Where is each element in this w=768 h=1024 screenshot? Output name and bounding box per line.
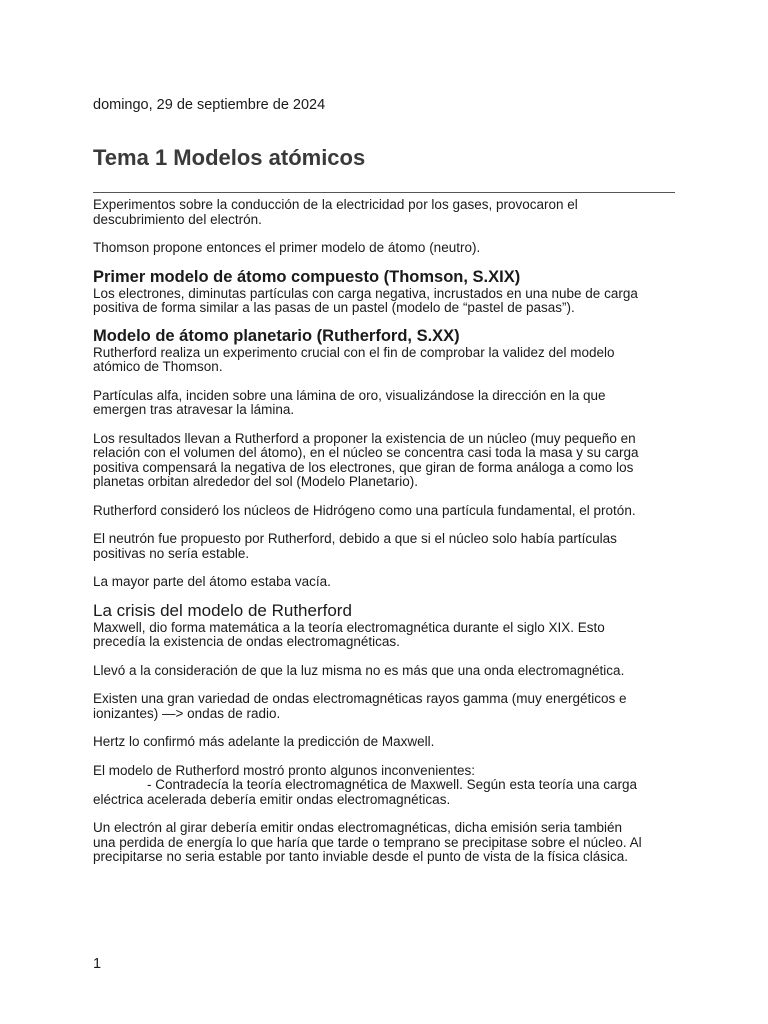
text-line: Los resultados llevan a Rutherford a proponer la existencia de un núcleo (muy pequeño en: [93, 430, 636, 446]
heading-rutherford-model: Modelo de átomo planetario (Rutherford, S.XX): [93, 326, 460, 345]
text-line: emergen tras atravesar la lámina.: [93, 402, 295, 417]
text-line-indented: - Contradecía la teoría electromagnética de Maxwell. Según esta teoría una carga: [147, 777, 638, 792]
paragraph-alpha-particles: [93, 389, 673, 418]
text-line: positivas no sería estable.: [93, 545, 250, 561]
text-line: atómico de Thomson.: [93, 359, 223, 374]
text-line: Existen una gran variedad de ondas electromagnéticas rayos gamma (muy energéticos e: [93, 691, 627, 706]
paragraph-thomson-description: [93, 287, 673, 316]
paragraph-electron-emission: [93, 821, 673, 865]
paragraph-wave-variety: [93, 692, 673, 721]
text-line: El modelo de Rutherford mostró pronto algunos inconvenientes:: [93, 762, 475, 778]
paragraph-proton: [93, 504, 673, 519]
document-body: [93, 198, 673, 865]
text-line: El neutrón fue propuesto por Rutherford, debido a que si el núcleo solo había partículas: [93, 531, 617, 546]
heading-thomson-model: Primer modelo de átomo compuesto (Thomson, S.XIX): [93, 267, 521, 286]
text-line: La mayor parte del átomo estaba vacía.: [93, 574, 331, 589]
text-line: Un electrón al girar debería emitir ondas electromagnéticas, dicha emisión seria también: [93, 820, 623, 835]
heading-rutherford-crisis: La crisis del modelo de Rutherford: [93, 600, 352, 620]
text-line: positiva de forma similar a las pasas de un pastel (modelo de “pastel de pasas”).: [93, 300, 575, 315]
paragraph-empty-atom: [93, 575, 673, 590]
paragraph-conduccion: [93, 198, 673, 227]
text-line: Rutherford realiza un experimento crucial con el fin de comprobar la validez del modelo: [93, 344, 615, 360]
text-line: Thomson propone entonces el primer modelo de átomo (neutro).: [93, 240, 481, 255]
text-line: relación con el volumen del átomo), en el núcleo se concentra casi toda la masa y su carga: [93, 445, 639, 460]
text-line: una perdida de energía lo que haría que tarde o temprano se precipitase sobre el núcleo. Al: [93, 834, 642, 850]
text-line: Los electrones, diminutas partículas con carga negativa, incrustados en una nube de carga: [93, 285, 638, 301]
text-line: Hertz lo confirmó más adelante la predicción de Maxwell.: [93, 734, 435, 749]
text-line: Llevó a la consideración de que la luz misma no es más que una onda electromagnética.: [93, 662, 625, 678]
paragraph-light-wave: [93, 664, 673, 679]
text-line: ionizantes) —> ondas de radio.: [93, 705, 281, 721]
paragraph-neutron: [93, 532, 673, 561]
text-line: descubrimiento del electrón.: [93, 211, 262, 227]
paragraph-hertz: [93, 735, 673, 750]
text-line: planetas orbitan alrededor del sol (Modelo Planetario).: [93, 474, 418, 489]
paragraph-nucleus: [93, 432, 673, 490]
paragraph-inconvenientes: [93, 764, 673, 808]
paragraph-maxwell: [93, 621, 673, 650]
text-line: precipitarse no seria estable por tanto inviable desde el punto de vista de la física clásica.: [93, 849, 629, 864]
paragraph-thomson-propone: [93, 241, 673, 256]
text-line: Partículas alfa, inciden sobre una lámina de oro, visualizándose la dirección en la que: [93, 387, 606, 403]
text-line: precedía la existencia de ondas electromagnéticas.: [93, 634, 400, 649]
text-line: Experimentos sobre la conducción de la electricidad por los gases, provocaron el: [93, 197, 578, 212]
text-line: Rutherford consideró los núcleos de Hidrógeno como una partícula fundamental, el protón.: [93, 502, 636, 518]
paragraph-rutherford-experiment: [93, 346, 673, 375]
page-title: Tema 1 Modelos atómicos: [93, 145, 366, 170]
text-line: eléctrica acelerada debería emitir ondas electromagnéticas.: [93, 791, 451, 807]
title-divider: [93, 192, 675, 193]
text-line: Maxwell, dio forma matemática a la teoría electromagnética durante el siglo XIX. Esto: [93, 619, 605, 635]
text-line: positiva compensará la negativa de los electrones, que giran de forma análoga a como los: [93, 459, 634, 475]
page-number: 1: [93, 956, 102, 972]
document-date: domingo, 29 de septiembre de 2024: [93, 97, 326, 113]
